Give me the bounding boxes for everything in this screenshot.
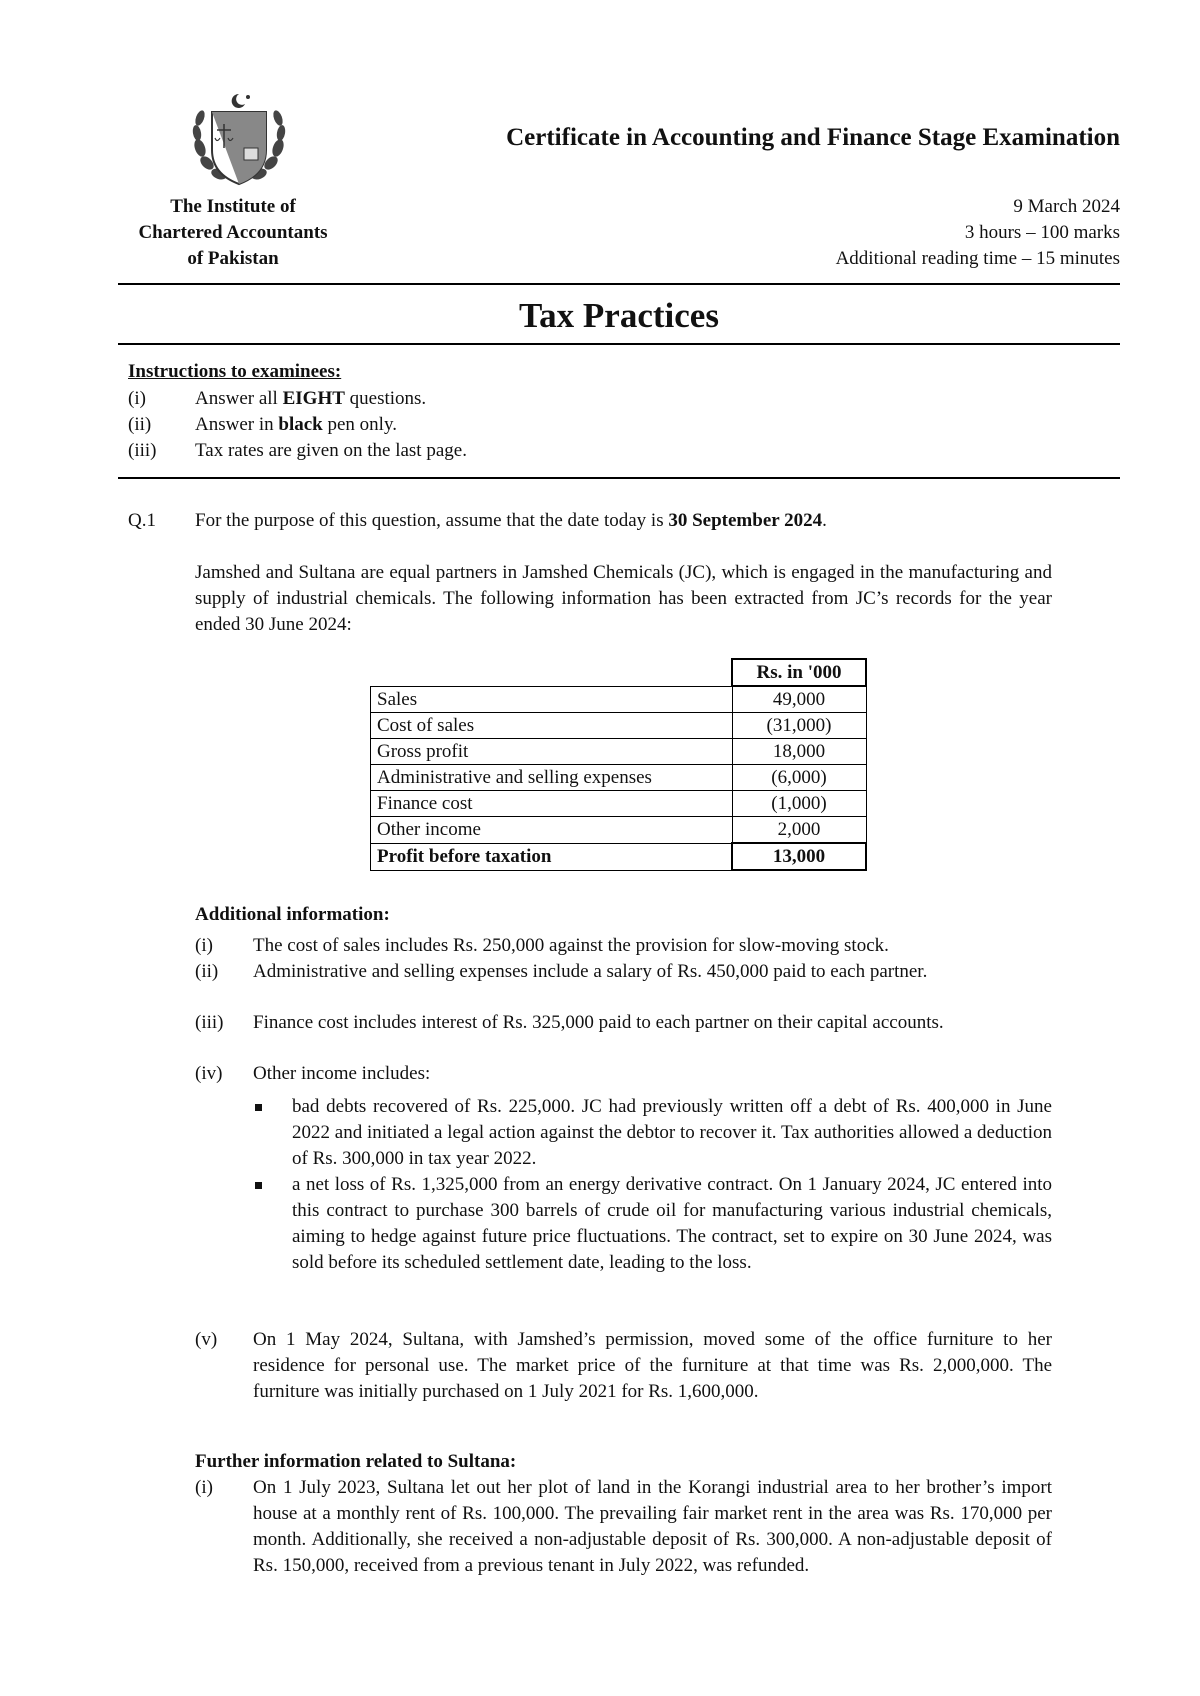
table-row: Finance cost (1,000) — [371, 791, 867, 817]
bullet-item: a net loss of Rs. 1,325,000 from an energy derivative contract. On 1 January 2024, JC entered into this contract to purchase 300 barrels of crude oil for manufacturing various industrial chemicals, aiming to hedge against future price fluctuations. The contract, set to expire on 30 June 2024, was sold before its scheduled settlement date, leading to the loss. — [292, 1174, 1052, 1273]
institute-logo — [184, 88, 294, 193]
bullet-icon — [255, 1182, 262, 1189]
question-intro: For the purpose of this question, assume that the date today is 30 September 2024. — [195, 510, 827, 531]
additional-item: The cost of sales includes Rs. 250,000 against the provision for slow-moving stock. — [253, 935, 889, 956]
divider-top — [118, 283, 1120, 285]
further-num: (i) — [195, 1477, 213, 1498]
instructions-heading: Instructions to examinees: — [128, 361, 342, 382]
further-info-heading: Further information related to Sultana: — [195, 1451, 517, 1472]
additional-num: (i) — [195, 935, 213, 956]
additional-info-heading: Additional information: — [195, 904, 390, 925]
financial-table — [370, 658, 867, 871]
table-header: Rs. in '000 — [732, 659, 866, 686]
additional-item: Finance cost includes interest of Rs. 325,000 paid to each partner on their capital accounts. — [253, 1012, 944, 1033]
exam-meta — [836, 194, 1120, 272]
bullet-item: bad debts recovered of Rs. 225,000. JC had previously written off a debt of Rs. 400,000 in June 2022 and initiated a legal action against the debtor to recover it. Tax authorities allowed a deduction of Rs. 300,000 in tax year 2022. — [292, 1096, 1052, 1169]
exam-title: Certificate in Accounting and Finance Stage Examination — [506, 124, 1120, 151]
question-paragraph: Jamshed and Sultana are equal partners in Jamshed Chemicals (JC), which is engaged in the manufacturing and supply of industrial chemicals. The following information has been extracted from JC’s records for the year ended 30 June 2024: — [195, 562, 1052, 635]
table-row: Cost of sales (31,000) — [371, 713, 867, 739]
table-row: Sales 49,000 — [371, 686, 867, 713]
additional-num: (ii) — [195, 961, 219, 982]
additional-num: (iv) — [195, 1063, 223, 1084]
bullet-icon — [255, 1104, 262, 1111]
additional-num: (iii) — [195, 1012, 224, 1033]
exam-duration: 3 hours – 100 marks — [964, 222, 1120, 243]
institute-line-2: Chartered Accountants — [138, 222, 328, 243]
table-row: Other income 2,000 — [371, 817, 867, 844]
table-row: Administrative and selling expenses (6,000) — [371, 765, 867, 791]
additional-item: On 1 May 2024, Sultana, with Jamshed’s permission, moved some of the office furniture to her residence for personal use. The market price of the furniture at that time was Rs. 2,000,000. The furniture was initially purchased on 1 July 2021 for Rs. 1,600,000. — [253, 1329, 1052, 1402]
reading-time: Additional reading time – 15 minutes — [835, 248, 1120, 269]
additional-item: Administrative and selling expenses include a salary of Rs. 450,000 paid to each partner. — [253, 961, 928, 982]
further-item: On 1 July 2023, Sultana let out her plot of land in the Korangi industrial area to her brother’s import house at a monthly rent of Rs. 100,000. The prevailing fair market rent in the area was Rs. 170,000 per month. Additionally, she received a non-adjustable deposit of Rs. 300,000. A non-adjustable deposit of Rs. 150,000, received from a previous tenant in July 2022, was refunded. — [253, 1477, 1052, 1576]
divider-instructions — [118, 477, 1120, 479]
institute-name — [118, 194, 348, 272]
table-total-row: Profit before taxation 13,000 — [371, 843, 867, 870]
additional-num: (v) — [195, 1329, 218, 1350]
question-number: Q.1 — [128, 510, 156, 531]
institute-line-3: of Pakistan — [187, 248, 279, 269]
institute-line-1: The Institute of — [170, 196, 296, 217]
additional-item: Other income includes: — [253, 1063, 431, 1084]
subject-title: Tax Practices — [519, 296, 719, 335]
table-row: Gross profit 18,000 — [371, 739, 867, 765]
divider-subject — [118, 343, 1120, 345]
exam-date: 9 March 2024 — [1013, 196, 1120, 217]
